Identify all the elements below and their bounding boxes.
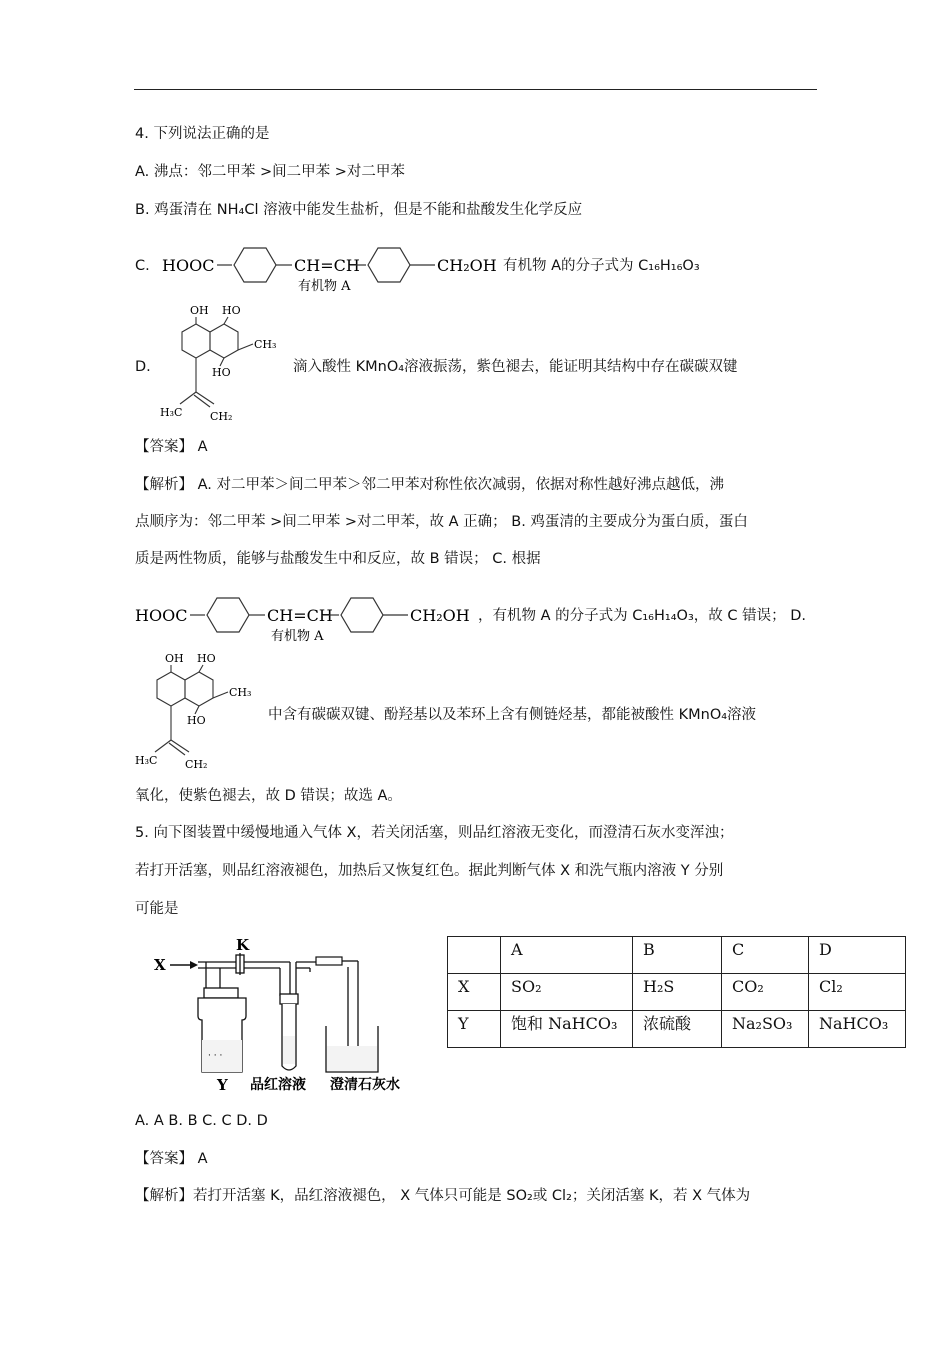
- molecule-d-oh1: OH: [190, 304, 209, 317]
- q4-analysis-line-6: 氧化，使紫色褪去，故 D 错误；故选 A。: [135, 788, 402, 804]
- molecule-a-structure: [160, 234, 505, 292]
- q5-analysis-line-1: 【解析】若打开活塞 K，品红溶液褪色， X 气体只可能是 SO₂或 Cl₂；关闭活塞 K，若 X 气体为: [135, 1188, 751, 1204]
- option-a: A. 沸点：邻二甲苯 >间二甲苯 >对二甲苯: [135, 164, 405, 180]
- q5-choices: A. A B. B C. C D. D: [135, 1113, 268, 1129]
- question-5-line-3: 可能是: [135, 901, 179, 917]
- option-c-text: 有机物 A的分子式为 C₁₆H₁₆O₃: [503, 258, 700, 274]
- table-row-y: [448, 1011, 906, 1048]
- table-cell: Cl₂: [809, 974, 906, 1011]
- option-b: B. 鸡蛋清在 NH₄Cl 溶液中能发生盐析，但是不能和盐酸发生化学反应: [135, 202, 583, 218]
- table-cell: 浓硫酸: [633, 1011, 722, 1048]
- q4-analysis-line-5: 中含有碳碳双键、酚羟基以及苯环上含有侧链烃基，都能被酸性 KMnO₄溶液: [268, 707, 757, 723]
- molecule-a-structure-analysis: [133, 584, 478, 642]
- table-cell: NaHCO₃: [809, 1011, 906, 1048]
- table-cell: H₂S: [633, 974, 722, 1011]
- molecule-d2-oh1: OH: [165, 652, 184, 665]
- q5-answer: 【答案】 A: [135, 1151, 208, 1167]
- table-cell: [448, 937, 501, 974]
- svg-text:· · ·: · · ·: [208, 1051, 223, 1061]
- molecule-a-linker: CH=CH: [294, 256, 360, 275]
- question-5-line-2: 若打开活塞，则品红溶液褪色，加热后又恢复红色。据此判断气体 X 和洗气瓶内溶液 Y 分别: [135, 863, 724, 879]
- molecule-d-methyl: CH₃: [254, 338, 277, 351]
- apparatus-label-limewater: 澄清石灰水: [330, 1077, 400, 1093]
- table-header-row: [448, 937, 906, 974]
- q4-analysis-line-4: ，有机物 A 的分子式为 C₁₆H₁₄O₃，故 C 错误； D.: [478, 608, 806, 624]
- question-5-line-1: 5. 向下图装置中缓慢地通入气体 X，若关闭活塞，则品红溶液无变化，而澄清石灰水变浑浊；: [135, 825, 734, 841]
- molecule-d-structure: [158, 300, 288, 428]
- molecule-a-caption: 有机物 A: [298, 279, 351, 292]
- table-cell: B: [633, 937, 722, 974]
- table-cell: CO₂: [722, 974, 809, 1011]
- table-cell: D: [809, 937, 906, 974]
- table-cell: A: [501, 937, 633, 974]
- option-d-text: 滴入酸性 KMnO₄溶液振荡，紫色褪去，能证明其结构中存在碳碳双键: [293, 359, 738, 375]
- molecule-d2-ho3: HO: [187, 714, 206, 727]
- molecule-d-ch2: CH₂: [210, 410, 233, 423]
- table-cell: X: [448, 974, 501, 1011]
- apparatus-x-label: X: [154, 956, 166, 974]
- molecule-d2-h3c: H₃C: [135, 754, 158, 767]
- molecule-a2-ch2oh: CH₂OH: [410, 606, 470, 625]
- molecule-a-ch2oh: CH₂OH: [437, 256, 497, 275]
- molecule-a-hooc: HOOC: [162, 256, 215, 275]
- option-c-prefix: C.: [135, 258, 150, 274]
- question-4-title: 4. 下列说法正确的是: [135, 126, 270, 142]
- apparatus-k-label: K: [236, 936, 250, 954]
- molecule-d-structure-analysis: [133, 648, 263, 776]
- molecule-d-ho2: HO: [222, 304, 241, 317]
- table-cell: SO₂: [501, 974, 633, 1011]
- option-d-prefix: D.: [135, 359, 151, 375]
- table-cell: 饱和 NaHCO₃: [501, 1011, 633, 1048]
- table-cell: C: [722, 937, 809, 974]
- molecule-a2-caption: 有机物 A: [271, 629, 324, 642]
- molecule-d-ho3: HO: [212, 366, 231, 379]
- apparatus-y-label: Y: [217, 1076, 228, 1094]
- q4-analysis-line-2: 点顺序为：邻二甲苯 >间二甲苯 >对二甲苯，故 A 正确； B. 鸡蛋清的主要成分为蛋白质，蛋白: [135, 514, 748, 530]
- options-table: [447, 936, 906, 1048]
- molecule-a2-linker: CH=CH: [267, 606, 333, 625]
- table-row-x: [448, 974, 906, 1011]
- table-cell: Na₂SO₃: [722, 1011, 809, 1048]
- apparatus-label-magenta: 品红溶液: [250, 1077, 306, 1093]
- q4-analysis-line-1: 【解析】 A. 对二甲苯＞间二甲苯＞邻二甲苯对称性依次减弱，依据对称性越好沸点越低，沸: [135, 477, 724, 493]
- apparatus-diagram: [150, 936, 420, 1096]
- molecule-d-h3c: H₃C: [160, 406, 183, 419]
- q4-analysis-line-3: 质是两性物质，能够与盐酸发生中和反应，故 B 错误； C. 根据: [135, 551, 541, 567]
- molecule-a2-hooc: HOOC: [135, 606, 188, 625]
- table-cell: Y: [448, 1011, 501, 1048]
- molecule-d2-ch2: CH₂: [185, 758, 208, 771]
- header-rule: [134, 89, 817, 90]
- q4-answer: 【答案】 A: [135, 439, 208, 455]
- molecule-d2-ho2: HO: [197, 652, 216, 665]
- molecule-d2-methyl: CH₃: [229, 686, 252, 699]
